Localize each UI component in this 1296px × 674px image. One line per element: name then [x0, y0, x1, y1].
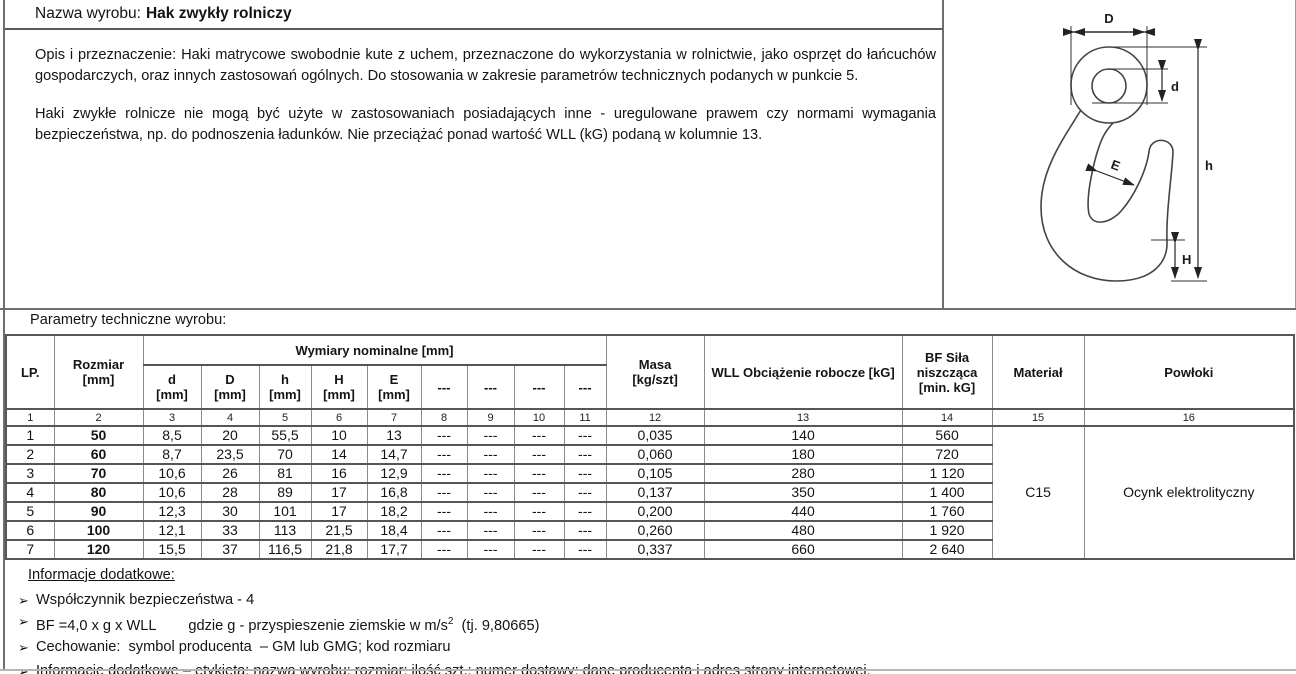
table-cell: --- — [514, 521, 564, 540]
table-cell: 101 — [259, 502, 311, 521]
list-item — [5, 612, 1290, 636]
col-header-group-wymiary: Wymiary nominalne [mm] — [143, 335, 606, 365]
table-cell: 30 — [201, 502, 259, 521]
col-header-h — [259, 365, 311, 409]
table-cell: 180 — [704, 445, 902, 464]
table-cell: 660 — [704, 540, 902, 559]
list-item-text: Współczynnik bezpieczeństwa - 4 — [36, 592, 255, 608]
table-cell: 2 640 — [902, 540, 992, 559]
col-header-H — [311, 365, 367, 409]
section-divider — [0, 308, 1296, 310]
col-header-D — [201, 365, 259, 409]
col-header-line: [mm] — [378, 387, 410, 402]
table-cell: --- — [564, 540, 606, 559]
table-cell: 28 — [201, 483, 259, 502]
col-header-masa — [606, 335, 704, 409]
table-cell: 17 — [311, 502, 367, 521]
list-item — [5, 591, 1290, 610]
list-item-text: Cechowanie: symbol producenta – GM lub GMG; kod rozmiaru — [36, 638, 451, 655]
dim-label-h: h — [1205, 158, 1213, 173]
table-cell: --- — [514, 426, 564, 445]
bullet-arrow-icon: ➢ — [18, 639, 29, 655]
col-number: 13 — [704, 409, 902, 426]
table-cell: 37 — [201, 540, 259, 559]
col-number: 16 — [1084, 409, 1294, 426]
table-cell: 720 — [902, 445, 992, 464]
hook-technical-drawing — [944, 0, 1295, 306]
table-cell: 89 — [259, 483, 311, 502]
col-header-line: H — [334, 372, 344, 387]
col-header-line: [kg/szt] — [632, 372, 678, 387]
col-header-line: niszcząca — [916, 364, 978, 380]
table-cell: 350 — [704, 483, 902, 502]
table-cell: 1 400 — [902, 483, 992, 502]
table-cell: 2 — [6, 445, 54, 464]
bullet-arrow-icon: ➢ — [18, 593, 29, 608]
dim-label-D: D — [1104, 11, 1114, 26]
table-cell: 20 — [201, 426, 259, 445]
col-header-rozmiar — [54, 335, 143, 409]
list-item — [5, 662, 1290, 674]
table-cell: 70 — [259, 445, 311, 464]
table-cell: 7 — [6, 540, 54, 559]
table-cell: 1 760 — [902, 502, 992, 521]
table-cell: --- — [421, 464, 467, 483]
table-cell: --- — [514, 464, 564, 483]
powloki-merged-cell: Ocynk elektrolityczny — [1084, 426, 1294, 559]
table-cell: 140 — [704, 426, 902, 445]
table-cell: 116,5 — [259, 540, 311, 559]
col-header-line: d — [168, 372, 176, 387]
dim-label-d: d — [1171, 79, 1179, 94]
table-cell: 50 — [54, 426, 143, 445]
hook-body-outline — [1041, 105, 1173, 281]
table-cell: 80 — [54, 483, 143, 502]
table-cell: 90 — [54, 502, 143, 521]
table-cell: --- — [467, 464, 514, 483]
table-cell: 14 — [311, 445, 367, 464]
table-cell: 17,7 — [367, 540, 421, 559]
table-cell: --- — [421, 483, 467, 502]
table-cell: --- — [467, 445, 514, 464]
bf-formula-note: (tj. 9,80665) — [453, 617, 540, 634]
col-header-line: [mm] — [156, 387, 188, 402]
table-row — [6, 426, 1294, 445]
table-cell: 26 — [201, 464, 259, 483]
table-cell: 0,137 — [606, 483, 704, 502]
bullet-arrow-icon: ➢ — [18, 614, 29, 629]
product-name-label: Nazwa wyrobu: — [35, 5, 141, 22]
table-cell: 560 — [902, 426, 992, 445]
col-number: 11 — [564, 409, 606, 426]
table-cell: 10 — [311, 426, 367, 445]
bf-formula-text: BF =4,0 x g x WLL gdzie g - przyspieszenie ziemskie w m/s — [36, 617, 448, 634]
col-number: 2 — [54, 409, 143, 426]
col-header-line: Rozmiar — [72, 357, 125, 372]
dim-label-H: H — [1182, 252, 1192, 267]
table-cell: 13 — [367, 426, 421, 445]
col-number: 4 — [201, 409, 259, 426]
table-cell: --- — [564, 521, 606, 540]
col-header-d — [143, 365, 201, 409]
table-cell: 23,5 — [201, 445, 259, 464]
table-cell: --- — [421, 521, 467, 540]
table-cell: --- — [421, 540, 467, 559]
additional-info-heading: Informacje dodatkowe: — [28, 567, 175, 583]
table-cell: --- — [564, 502, 606, 521]
col-header-line: BF Siła — [925, 349, 970, 365]
table-cell: 10,6 — [143, 483, 201, 502]
col-number: 15 — [992, 409, 1084, 426]
table-cell: 18,4 — [367, 521, 421, 540]
col-number: 6 — [311, 409, 367, 426]
table-cell: --- — [421, 502, 467, 521]
table-cell: 55,5 — [259, 426, 311, 445]
col-number: 9 — [467, 409, 514, 426]
table-cell: 6 — [6, 521, 54, 540]
table-cell: 10,6 — [143, 464, 201, 483]
table-cell: 60 — [54, 445, 143, 464]
table-cell: --- — [467, 483, 514, 502]
parameters-table — [5, 334, 1295, 560]
product-title-row — [5, 0, 942, 30]
table-cell: 4 — [6, 483, 54, 502]
col-header-empty: --- — [564, 365, 606, 409]
col-header-wll: WLL Obciążenie robocze [kG] — [704, 335, 902, 409]
list-item-text — [36, 662, 871, 674]
col-header-bf — [902, 335, 992, 409]
table-cell: 3 — [6, 464, 54, 483]
dim-label-E: E — [1108, 156, 1123, 174]
table-cell: --- — [564, 483, 606, 502]
table-cell: 0,105 — [606, 464, 704, 483]
technical-drawing-panel — [942, 0, 1296, 308]
table-cell: 8,7 — [143, 445, 201, 464]
table-cell: 70 — [54, 464, 143, 483]
table-cell: 8,5 — [143, 426, 201, 445]
table-cell: --- — [564, 445, 606, 464]
col-number: 7 — [367, 409, 421, 426]
col-header-line: E — [389, 372, 399, 387]
description-section — [5, 32, 942, 146]
col-header-line: LP. — [20, 364, 40, 380]
table-cell: 1 920 — [902, 521, 992, 540]
material-merged-cell: C15 — [992, 426, 1084, 559]
table-cell: 440 — [704, 502, 902, 521]
table-cell: 280 — [704, 464, 902, 483]
col-header-line: Masa — [638, 357, 672, 372]
col-number: 8 — [421, 409, 467, 426]
table-caption: Parametry techniczne wyrobu: — [30, 312, 227, 328]
col-header-empty: --- — [514, 365, 564, 409]
page-bottom-rule — [0, 669, 1296, 671]
table-cell: --- — [467, 426, 514, 445]
col-header-empty: --- — [467, 365, 514, 409]
table-cell: 14,7 — [367, 445, 421, 464]
table-cell: 16 — [311, 464, 367, 483]
col-header-E — [367, 365, 421, 409]
table-cell: 120 — [54, 540, 143, 559]
table-cell: 12,1 — [143, 521, 201, 540]
product-name-value: Hak zwykły rolniczy — [145, 5, 292, 22]
table-cell: --- — [514, 445, 564, 464]
table-cell: 81 — [259, 464, 311, 483]
description-paragraph-2: Haki zwykłe rolnicze nie mogą być użyte w zastosowaniach posiadających inne - uregulowane prawem czy normami wymagania bezpieczeństwa, np. do podnoszenia ładunków. Nie przeciążać ponad wartość WLL (kG) podaną w kolumnie 13. — [35, 106, 936, 143]
table-cell: --- — [467, 521, 514, 540]
table-cell: 18,2 — [367, 502, 421, 521]
col-header-line: [mm] — [214, 387, 246, 402]
hook-eye-hole — [1092, 69, 1126, 103]
description-paragraph-1: Opis i przeznaczenie: Haki matrycowe swobodnie kute z uchem, przeznaczone do wykorzystania w rolnictwie, jako osprzęt do łańcuchów gospodarczych, oraz innych zastosowań ogólnych. Do stosowania w zakresie parametrów technicznych podanych w punkcie 5. — [35, 47, 936, 84]
col-number: 10 — [514, 409, 564, 426]
col-number: 14 — [902, 409, 992, 426]
table-cell: --- — [467, 502, 514, 521]
table-cell: 33 — [201, 521, 259, 540]
col-header-line: h — [281, 372, 289, 387]
table-cell: --- — [467, 540, 514, 559]
col-number: 1 — [6, 409, 54, 426]
bullet-arrow-icon — [5, 662, 36, 674]
table-cell: 0,060 — [606, 445, 704, 464]
table-cell: --- — [514, 502, 564, 521]
list-item — [5, 638, 1290, 657]
col-header-line: D — [225, 372, 235, 387]
table-cell: 100 — [54, 521, 143, 540]
table-cell: --- — [421, 445, 467, 464]
list-item-text — [36, 612, 539, 636]
table-cell: 1 — [6, 426, 54, 445]
table-cell: 21,5 — [311, 521, 367, 540]
table-cell: 12,3 — [143, 502, 201, 521]
table-cell: 15,5 — [143, 540, 201, 559]
col-header-line: [mm] — [82, 372, 115, 387]
table-cell: 17 — [311, 483, 367, 502]
table-cell: --- — [514, 483, 564, 502]
table-cell: --- — [564, 464, 606, 483]
table-cell: 1 120 — [902, 464, 992, 483]
table-cell: 5 — [6, 502, 54, 521]
additional-info-section — [5, 566, 1290, 674]
table-cell: 0,200 — [606, 502, 704, 521]
table-cell: 480 — [704, 521, 902, 540]
col-header-lp — [6, 335, 54, 409]
table-cell: 12,9 — [367, 464, 421, 483]
table-cell: --- — [514, 540, 564, 559]
col-number: 5 — [259, 409, 311, 426]
col-number: 12 — [606, 409, 704, 426]
table-cell: 113 — [259, 521, 311, 540]
table-cell: 21,8 — [311, 540, 367, 559]
superscript-2: 2 — [447, 616, 454, 627]
table-cell: 0,337 — [606, 540, 704, 559]
table-cell: 0,035 — [606, 426, 704, 445]
table-cell: 0,260 — [606, 521, 704, 540]
col-header-powloki: Powłoki — [1084, 335, 1294, 409]
table-cell: 16,8 — [367, 483, 421, 502]
col-number: 3 — [143, 409, 201, 426]
col-header-line: [mm] — [269, 387, 301, 402]
col-header-material: Materiał — [992, 335, 1084, 409]
col-header-empty: --- — [421, 365, 467, 409]
table-cell: --- — [421, 426, 467, 445]
col-header-line: [mm] — [323, 387, 355, 402]
table-cell: --- — [564, 426, 606, 445]
col-header-line: [min. kG] — [918, 379, 976, 395]
